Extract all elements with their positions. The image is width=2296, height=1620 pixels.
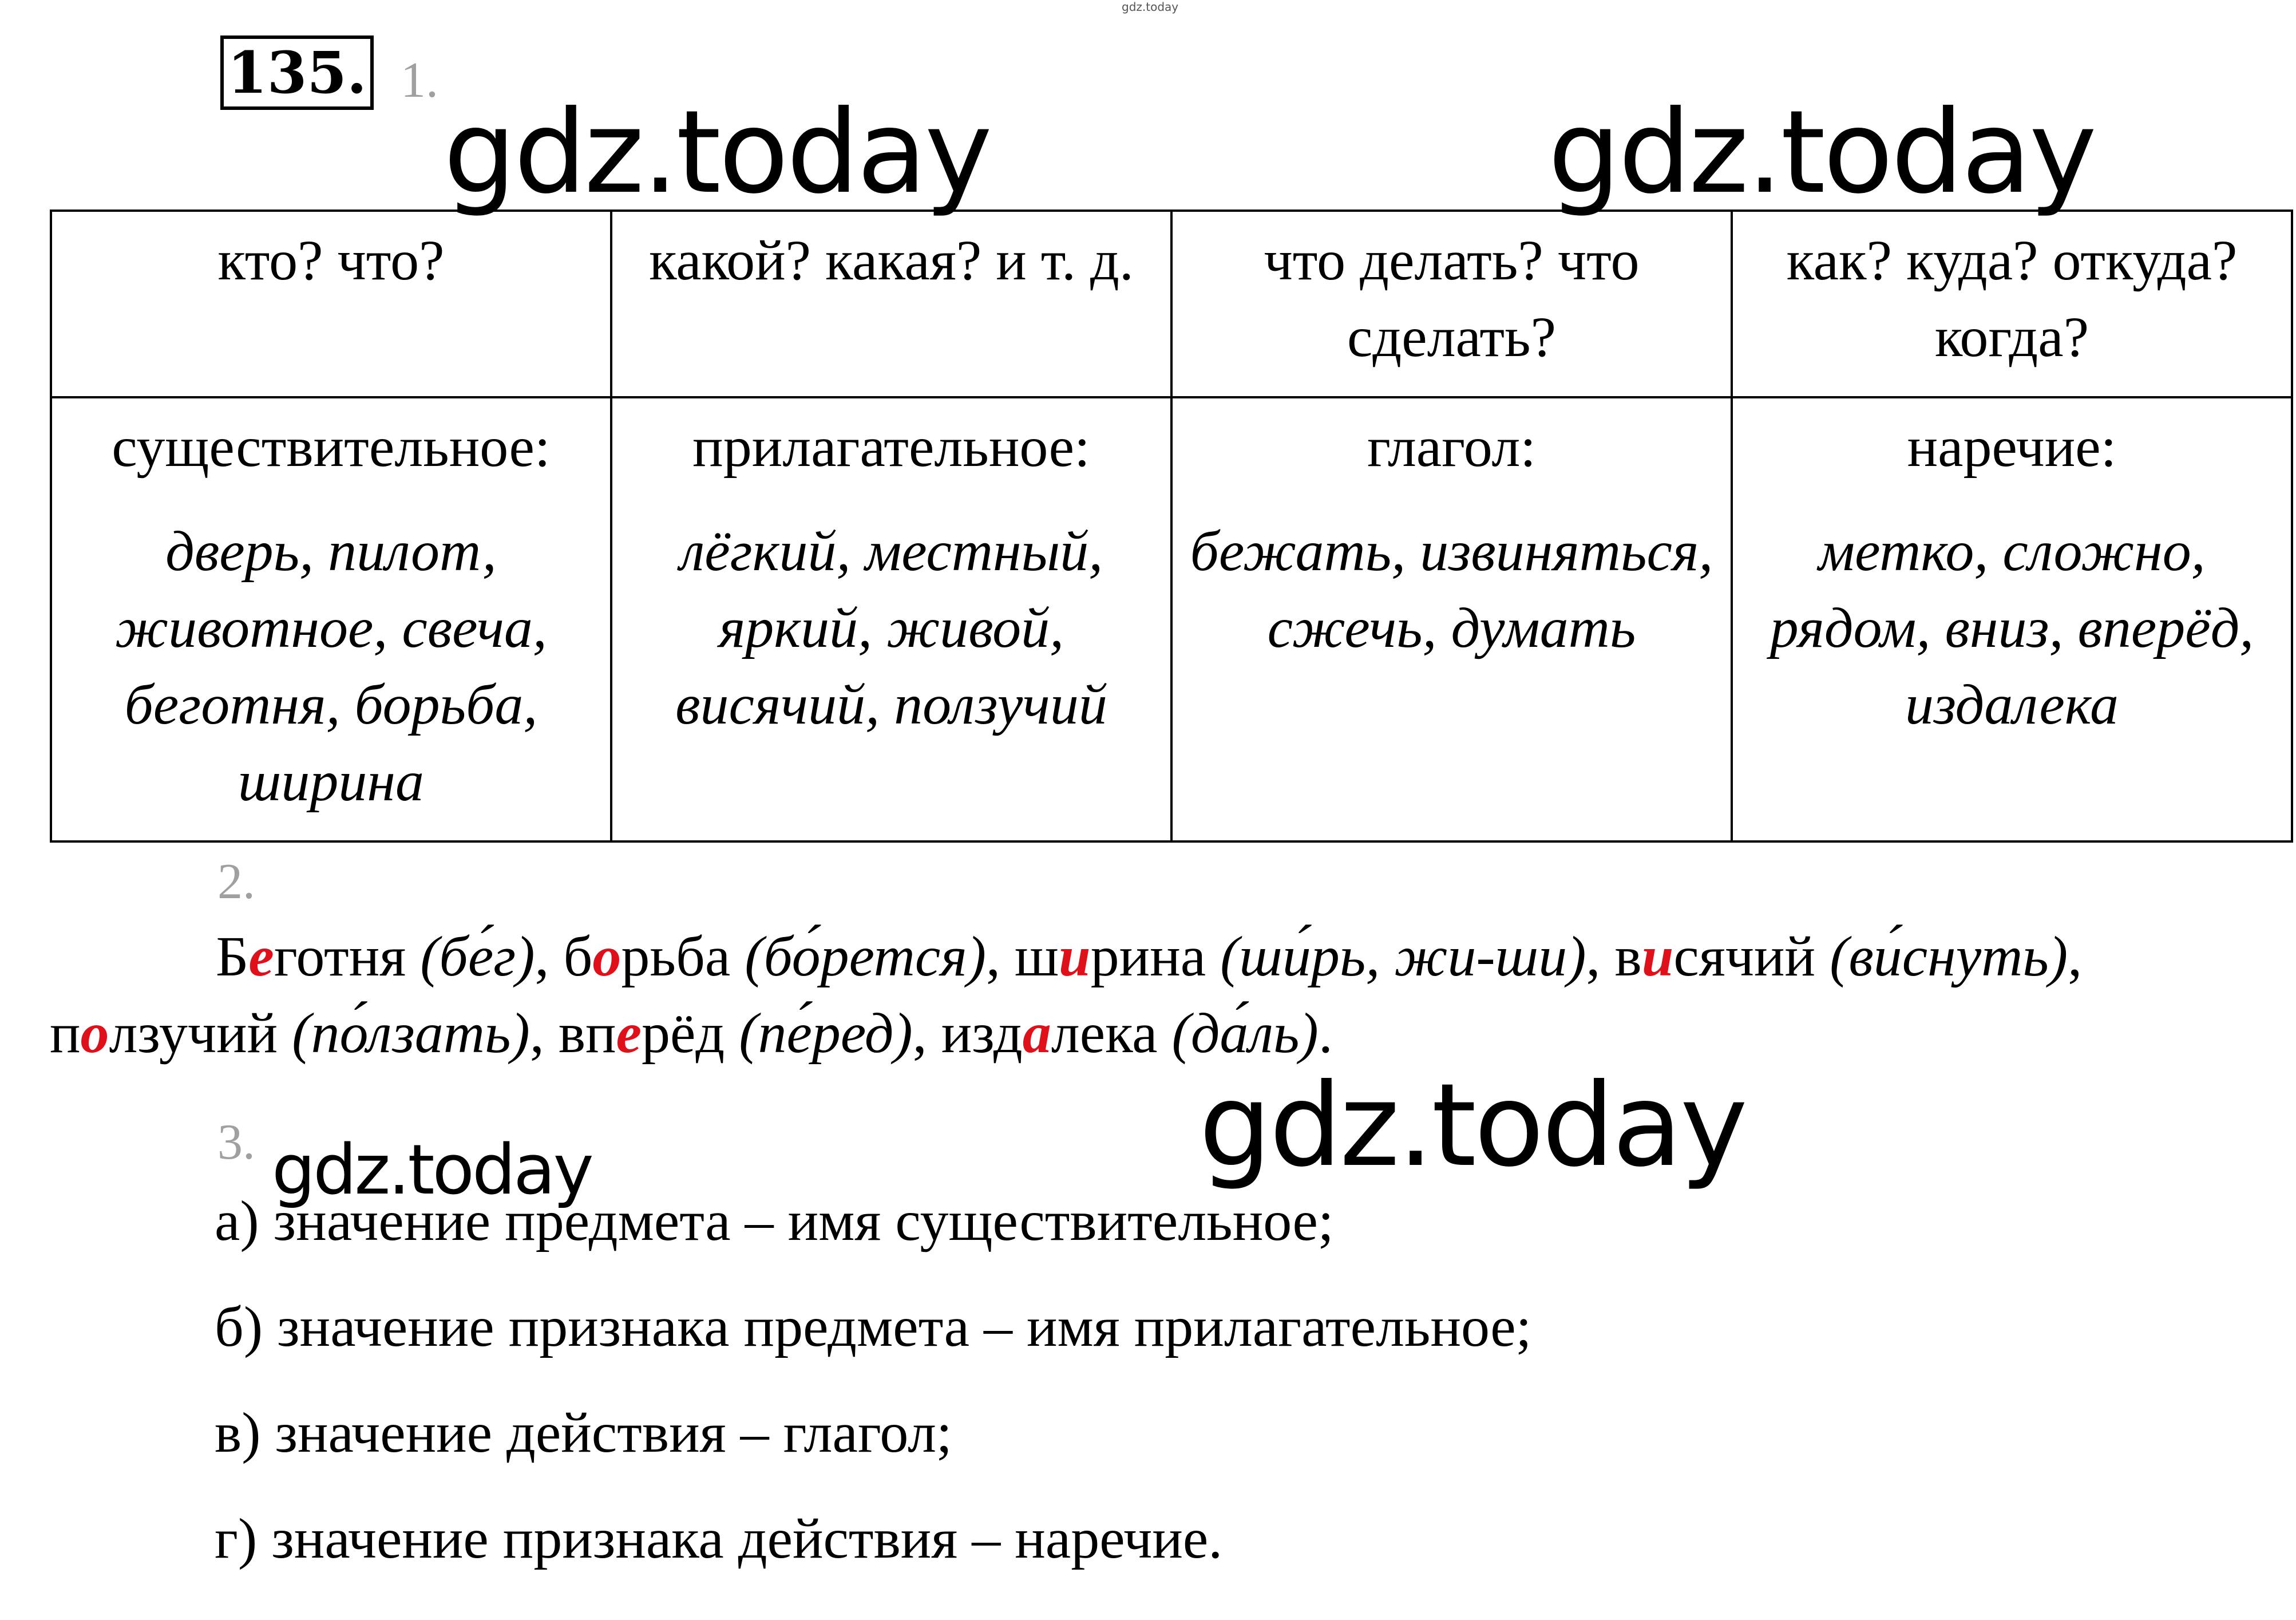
check-word: (да́ль) <box>1171 1001 1319 1065</box>
parts-of-speech-table <box>50 210 2293 843</box>
watermark-1: gdz.today <box>444 86 991 219</box>
checked-vowel: о <box>80 1001 109 1065</box>
paragraph-text: сячий <box>1673 924 1830 988</box>
section-number-2: 2. <box>217 854 255 910</box>
adjective-examples: лёгкий, местный, яркий, живой, висячий, ползучий <box>675 519 1107 736</box>
answer-item-d: г) значение признака действия – наречие. <box>215 1507 1223 1570</box>
header-adjective-questions: какой? какая? и т. д. <box>611 211 1171 397</box>
paragraph-text: , вп <box>529 1001 616 1065</box>
paragraph-text: рьба <box>621 924 745 988</box>
checked-vowel: и <box>1641 924 1674 988</box>
header-verb-questions: что делать? что сделать? <box>1171 211 1732 397</box>
paragraph-text: , п <box>50 924 2083 1065</box>
task-number-dot: . <box>346 39 367 106</box>
paragraph-text: готня <box>274 924 421 988</box>
check-word: (бе́г) <box>420 924 535 988</box>
verb-cell <box>1171 397 1732 841</box>
check-word: (ши́рь, жи-ши) <box>1220 924 1586 988</box>
paragraph-text: лека <box>1051 1001 1172 1065</box>
top-watermark: gdz.today <box>1122 0 1179 14</box>
check-word: (бо́рется) <box>745 924 987 988</box>
adverb-examples: метко, сложно, рядом, вниз, вперёд, издалека <box>1769 519 2254 736</box>
checked-vowel: е <box>248 924 274 988</box>
check-word: (ви́снуть) <box>1830 924 2068 988</box>
checked-vowel: е <box>616 1001 642 1065</box>
section-number-3: 3. <box>217 1115 255 1170</box>
check-word: (пе́ред) <box>739 1001 913 1065</box>
verb-examples: бежать, извиняться, сжечь, думать <box>1190 519 1713 659</box>
answer-item-a: а) значение предмета – имя существительное; <box>215 1189 1334 1252</box>
header-noun-questions: кто? что? <box>51 211 611 397</box>
answer-item-b: б) значение признака предмета – имя прилагательное; <box>215 1295 1532 1358</box>
checked-vowel: о <box>592 924 621 988</box>
answer-item-c: в) значение действия – глагол; <box>215 1401 952 1464</box>
adverb-label: наречие: <box>1907 415 2117 479</box>
noun-examples: дверь, пилот, животное, свеча, беготня, борьба, ширина <box>115 519 547 813</box>
paragraph-text: . <box>1318 1001 1333 1065</box>
task-number: 135 <box>227 39 347 106</box>
paragraph-text: лзучий <box>109 1001 292 1065</box>
watermark-2: gdz.today <box>1548 86 2095 219</box>
paragraph-text: Б <box>216 924 249 988</box>
paragraph-text: рина <box>1090 924 1221 988</box>
paragraph-text: , изд <box>912 1001 1023 1065</box>
checked-vowel: и <box>1059 924 1091 988</box>
paragraph-text: , в <box>1586 924 1642 988</box>
table-header-row <box>51 211 2292 397</box>
noun-cell <box>51 397 611 841</box>
paragraph-text: рёд <box>641 1001 739 1065</box>
adjective-label: прилагательное: <box>692 415 1090 479</box>
verb-label: глагол: <box>1367 415 1537 479</box>
watermark-3: gdz.today <box>1199 1059 1746 1192</box>
checked-vowel: а <box>1022 1001 1051 1065</box>
adjective-cell <box>611 397 1171 841</box>
paragraph-text: , б <box>535 924 593 988</box>
task-number-box <box>220 35 374 110</box>
section-number-1: 1. <box>401 53 438 108</box>
noun-label: существительное: <box>112 415 551 479</box>
adverb-cell <box>1732 397 2292 841</box>
table-body-row <box>51 397 2292 841</box>
check-word: (по́лзать) <box>292 1001 530 1065</box>
spelling-check-paragraph <box>50 918 2282 1072</box>
paragraph-text: , ш <box>986 924 1059 988</box>
watermark-4: gdz.today <box>272 1131 592 1210</box>
header-adverb-questions: как? куда? откуда? когда? <box>1732 211 2292 397</box>
